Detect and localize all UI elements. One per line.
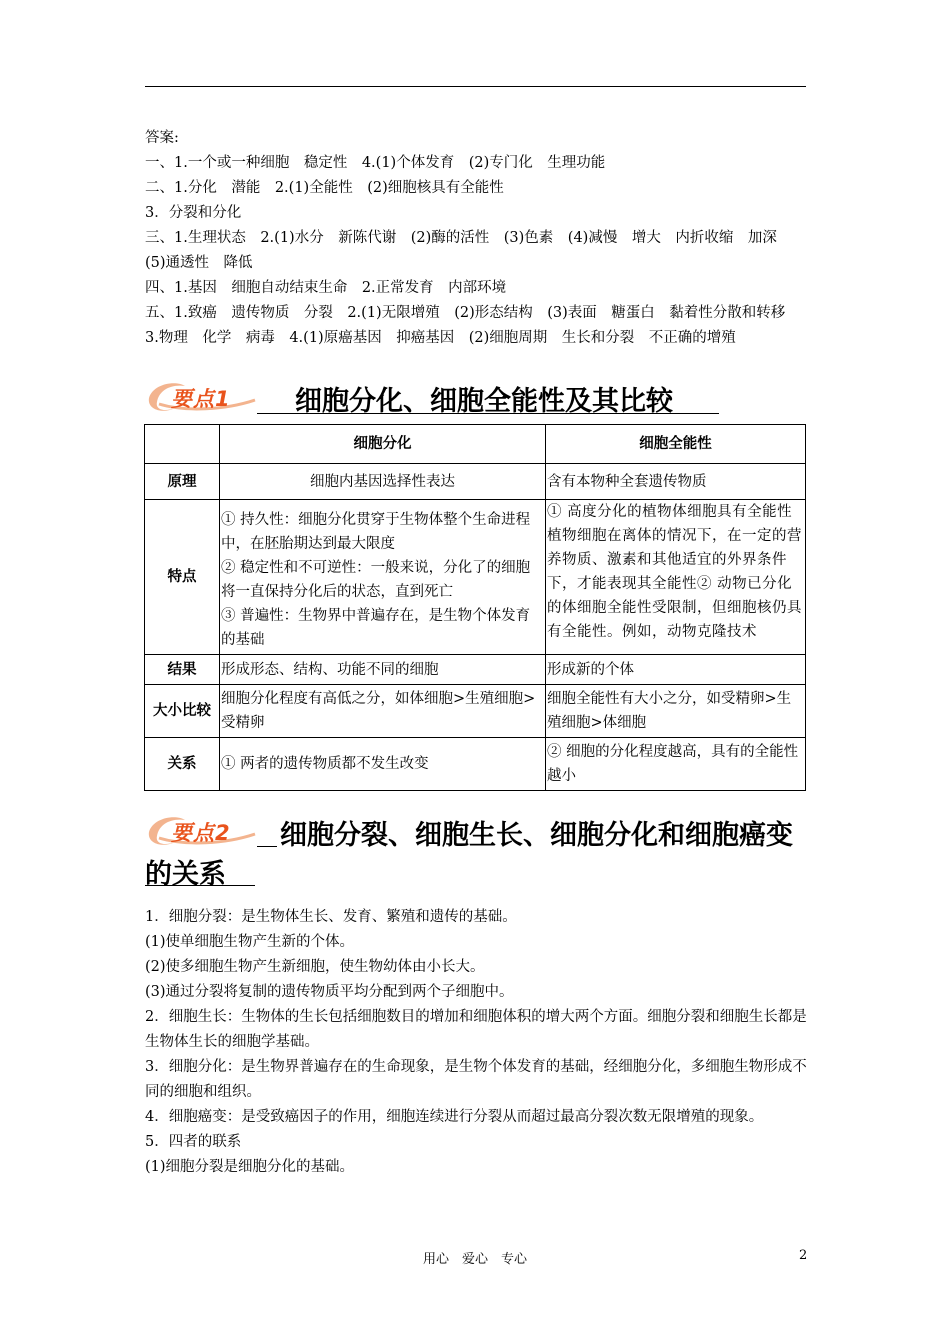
keypoint-badge-label: 要点1 [171, 387, 231, 411]
table-cell: ① 两者的遗传物质都不发生改变 [220, 738, 546, 791]
keypoint-2-title-line2: 的关系 [145, 859, 226, 890]
row-label: 结果 [145, 655, 220, 685]
comparison-table [144, 424, 806, 791]
table-cell: 细胞分化程度有高低之分，如体细胞>生殖细胞>受精卵 [220, 685, 546, 738]
table-row [145, 685, 806, 738]
row-label: 大小比较 [145, 685, 220, 738]
paragraph: 2．细胞生长：生物体的生长包括细胞数目的增加和细胞体积的增大两个方面。细胞分裂和细胞生长都是生物体生长的细胞学基础。 [145, 1009, 807, 1050]
paragraph: 3．细胞分化：是生物界普遍存在的生命现象，是生物个体发育的基础，经细胞分化，多细胞生物形成不同的细胞和组织。 [145, 1059, 807, 1100]
table-row [145, 464, 806, 500]
answer-line: 3．分裂和分化 [145, 205, 242, 221]
table-cell: ① 高度分化的植物体细胞具有全能性植物细胞在离体的情况下，在一定的营养物质、激素和其他适宜的外界条件下，才能表现其全能性② 动物已分化的体细胞全能性受限制，但细胞核仍具有全能性。例如，动物克隆技术 [546, 500, 806, 655]
keypoint-badge [145, 378, 257, 412]
table-header-cell [145, 425, 220, 464]
table-header-row [145, 425, 806, 464]
keypoint-2-heading [145, 812, 810, 892]
paragraph: (1)使单细胞生物产生新的个体。 [145, 934, 355, 950]
keypoint-2-title-line1: 细胞分裂、细胞生长、细胞分化和细胞癌变 [280, 820, 793, 851]
paragraph: (1)细胞分裂是细胞分化的基础。 [145, 1159, 355, 1175]
row-label: 关系 [145, 738, 220, 791]
keypoint-1-heading [145, 378, 725, 418]
table-header-cell: 细胞分化 [220, 425, 546, 464]
paragraph: (2)使多细胞生物产生新细胞，使生物幼体由小长大。 [145, 959, 485, 975]
table-cell: 形成形态、结构、功能不同的细胞 [220, 655, 546, 685]
keypoint-badge [145, 812, 257, 846]
section-2-body [145, 905, 810, 1180]
answer-line: 一、1.一个或一种细胞 稳定性 4.(1)个体发育 (2)专门化 生理功能 [145, 155, 606, 171]
keypoint-badge-label: 要点2 [171, 821, 231, 845]
answer-line: 四、1.基因 细胞自动结束生命 2.正常发育 内部环境 [145, 280, 507, 296]
page-number: 2 [799, 1248, 808, 1263]
row-label: 特点 [145, 500, 220, 655]
footer-text: 用心 爱心 专心 [422, 1252, 527, 1267]
answers-block [145, 126, 821, 351]
answer-line: 五、1.致癌 遗传物质 分裂 2.(1)无限增殖 (2)形态结构 (3)表面 糖蛋白 黏着性分散和转移 3.物理 化学 病毒 4.(1)原癌基因 抑癌基因 (2)细胞周期 生长和分裂 不正确的增殖 [145, 305, 800, 346]
answers-heading: 答案: [145, 130, 179, 146]
title-underline [145, 885, 255, 886]
keypoint-1-title: 细胞分化、细胞全能性及其比较 [295, 386, 673, 417]
paragraph: 4．细胞癌变：是受致癌因子的作用，细胞连续进行分裂从而超过最高分裂次数无限增殖的现象。 [145, 1109, 764, 1125]
table-row [145, 738, 806, 791]
paragraph: 1．细胞分裂：是生物体生长、发育、繁殖和遗传的基础。 [145, 909, 517, 925]
row-label: 原理 [145, 464, 220, 500]
paragraph: 5．四者的联系 [145, 1134, 242, 1150]
table-cell: ② 细胞的分化程度越高，具有的全能性越小 [546, 738, 806, 791]
table-row [145, 500, 806, 655]
table-header-cell: 细胞全能性 [546, 425, 806, 464]
header-rule [145, 86, 806, 87]
table-cell: 含有本物种全套遗传物质 [546, 464, 806, 500]
title-underline [257, 413, 719, 414]
answer-line: 三、1.生理状态 2.(1)水分 新陈代谢 (2)酶的活性 (3)色素 (4)减慢 增大 内折收缩 加深 (5)通透性 降低 [145, 230, 821, 271]
title-underline [257, 846, 277, 847]
table-cell: 形成新的个体 [546, 655, 806, 685]
paragraph: (3)通过分裂将复制的遗传物质平均分配到两个子细胞中。 [145, 984, 514, 1000]
table-cell: 细胞全能性有大小之分，如受精卵>生殖细胞>体细胞 [546, 685, 806, 738]
table-cell: ① 持久性：细胞分化贯穿于生物体整个生命进程中，在胚胎期达到最大限度 ② 稳定性和不可逆性：一般来说，分化了的细胞将一直保持分化后的状态，直到死亡 ③ 普遍性：生物界中普遍存在，是生物个体发育的基础 [220, 500, 546, 655]
table-row [145, 655, 806, 685]
answer-line: 二、1.分化 潜能 2.(1)全能性 (2)细胞核具有全能性 [145, 180, 504, 196]
table-cell: 细胞内基因选择性表达 [220, 464, 546, 500]
